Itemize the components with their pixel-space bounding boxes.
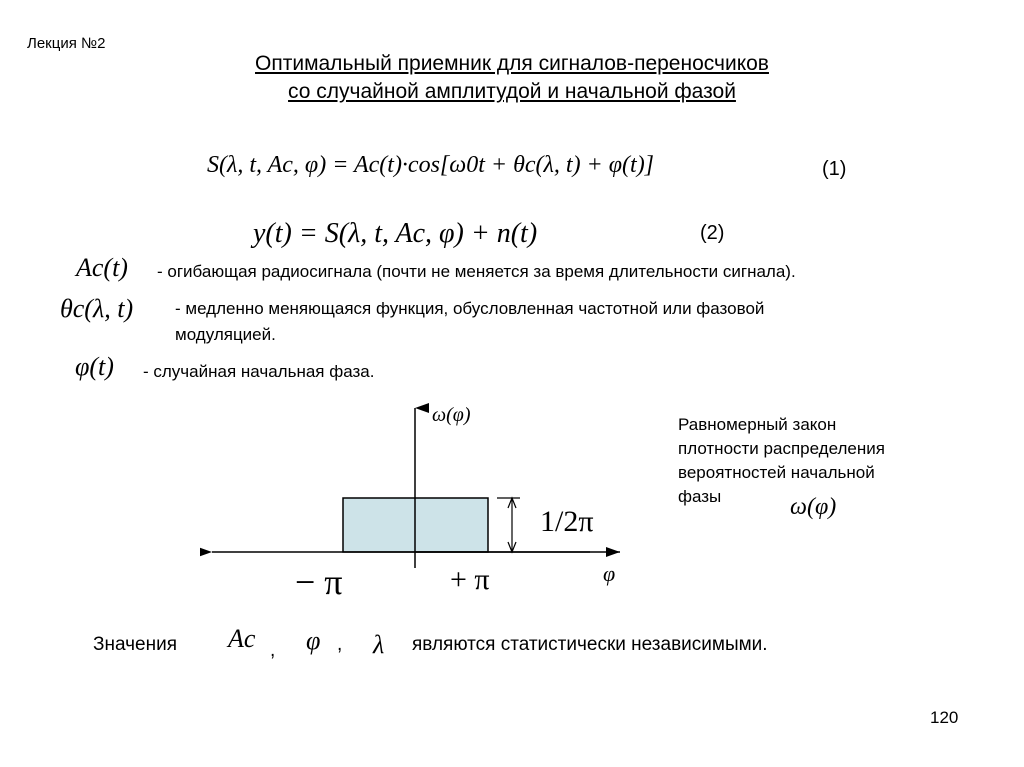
graph-x-label: φ [603,561,616,586]
equation-1: S(λ, t, Ac, φ) = Ac(t)·cos[ω0t + θc(λ, t) + φ(t)] [207,152,655,178]
law-line-1: Равномерный закон [678,415,837,434]
initial-phase-symbol: φ(t) [75,352,114,381]
independence-comma-2: , [337,634,343,655]
uniform-law-description [678,413,885,509]
law-symbol: ω(φ) [790,494,837,520]
lecture-label: Лекция №2 [27,35,106,52]
phase-function-description [175,296,764,348]
initial-phase-description: - случайная начальная фаза. [143,362,375,381]
law-line-4: фазы [678,487,722,506]
independence-text: являются статистически независимыми. [412,634,768,655]
independence-comma-1: , [270,640,276,661]
envelope-description: - огибающая радиосигнала (почти не меняется за время длительности сигнала). [157,262,796,281]
title-line-2: со случайной амплитудой и начальной фазой [288,80,736,103]
equation-1-number: (1) [822,158,847,180]
graph-x-right-label: + π [450,563,490,596]
phase-function-description-line-1: - медленно меняющаяся функция, обусловленная частотной или фазовой [175,299,765,318]
envelope-symbol: Ac(t) [76,253,128,282]
law-line-2: плотности распределения [678,439,885,458]
phase-function-symbol: θc(λ, t) [60,294,134,323]
title-line-1: Оптимальный приемник для сигналов-переносчиков [255,52,769,75]
page-number: 120 [930,708,959,727]
graph-level-label: 1/2π [540,505,594,538]
independence-label: Значения [93,634,177,655]
uniform-density-graph [200,398,640,578]
graph-y-label: ω(φ) [432,404,471,426]
phase-function-description-line-2: модуляцией. [175,325,276,344]
independence-symbol-phi: φ [306,626,321,655]
equation-2: y(t) = S(λ, t, Ac, φ) + n(t) [253,218,538,249]
independence-symbol-lambda: λ [373,630,385,659]
equation-2-number: (2) [700,222,725,244]
law-line-3: вероятностей начальной [678,463,875,482]
slide-title [0,50,1024,106]
independence-symbol-ac: Ac [228,624,256,653]
graph-x-left-label: − π [295,562,343,602]
